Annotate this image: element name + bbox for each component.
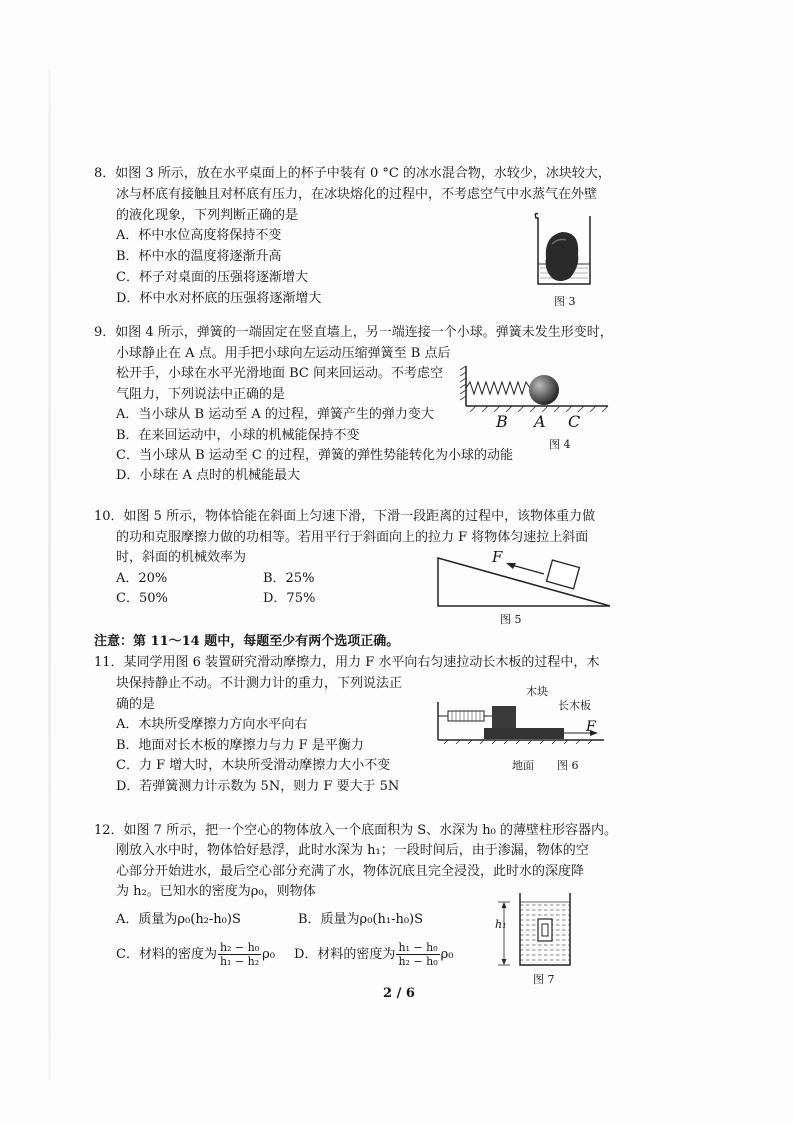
figure-4-caption: 图 4 (549, 438, 571, 451)
q8-line1: 8．如图 3 所示，放在水平桌面上的杯子中装有 0 °C 的冰水混合物，水较少，冰块较大， (94, 166, 611, 181)
figure-5-force-label: F (492, 548, 503, 566)
q12-option-d-denominator: h₂ − h₀ (398, 955, 438, 968)
scan-shadow (48, 70, 51, 1080)
figure-6-caption: 图 6 (557, 759, 579, 772)
q9-line4: 气阻力，下列说法中正确的是 (116, 387, 286, 402)
q9-line3: 松开手，小球在水平光滑地面 BC 间来回运动。不考虑空 (116, 366, 444, 381)
q12-option-d (294, 940, 454, 970)
q11-line1: 11．某同学用图 6 装置研究滑动摩擦力，用力 F 水平向右匀速拉动长木板的过程中，木 (94, 655, 600, 670)
notice-text: 注意：第 11～14 题中，每题至少有两个选项正确。 (94, 634, 400, 649)
figure-6-force-label: F (586, 719, 596, 735)
point-b-label: B (496, 412, 508, 431)
q11-option-d: D．若弹簧测力计示数为 5N，则力 F 要大于 5N (116, 779, 400, 794)
q12-option-c-prefix: C．材料的密度为 (116, 947, 217, 962)
q12-line1: 12．如图 7 所示，把一个空心的物体放入一个底面积为 S、水深为 h₀ 的薄壁柱形容器内。 (94, 823, 617, 838)
label-ground: 地面 (512, 759, 534, 772)
q9-line1: 9．如图 4 所示，弹簧的一端固定在竖直墙上，另一端连接一个小球。弹簧未发生形变时， (94, 325, 613, 340)
q10-line1: 10．如图 5 所示，物体恰能在斜面上匀速下滑，下滑一段距离的过程中，该物体重力做 (94, 509, 596, 524)
page-number: 2 / 6 (383, 986, 415, 1001)
q12-option-c-fraction (218, 941, 261, 968)
q8-line2: 冰与杯底有接触且对杯底有压力，在冰块熔化的过程中，不考虑空气中水蒸气在外壁 (116, 187, 598, 202)
q9-option-b: B．在来回运动中，小球的机械能保持不变 (116, 428, 360, 443)
q12-option-a: A．质量为ρ₀(h₂-h₀)S (116, 912, 241, 927)
q10-option-b: B．25% (263, 571, 315, 586)
q10-option-d: D．75% (263, 591, 316, 606)
q12-option-c-numerator: h₂ − h₀ (219, 941, 260, 954)
q12-option-d-fraction (396, 941, 439, 968)
q9-option-d: D．小球在 A 点时的机械能最大 (116, 468, 301, 483)
figure-7-caption: 图 7 (533, 973, 555, 986)
point-c-label: C (568, 412, 581, 431)
q12-option-d-prefix: D．材料的密度为 (294, 947, 396, 962)
q10-line2: 的功和克服摩擦力做的功相等。若用平行于斜面向上的拉力 F 将物体匀速拉上斜面 (116, 530, 589, 545)
point-a-label: A (534, 412, 546, 431)
q12-option-c-suffix: ρ₀ (262, 947, 276, 962)
q11-line3: 确的是 (116, 697, 156, 712)
figure-5-incline (436, 552, 612, 608)
q12-option-c (116, 940, 275, 970)
q8-option-c: C．杯子对桌面的压强将逐渐增大 (116, 270, 308, 285)
q11-option-a: A．木块所受摩擦力方向水平向右 (116, 717, 308, 732)
q9-option-a: A．当小球从 B 运动至 A 的过程，弹簧产生的弹力变大 (116, 407, 434, 422)
q12-line3: 心部分开始进水，最后空心部分充满了水，物体沉底且完全浸没，此时水的深度降 (116, 864, 585, 879)
q12-option-d-suffix: ρ₀ (440, 947, 454, 962)
figure-7-height-label: h₁ (495, 918, 507, 931)
q8-option-b: B．杯中水的温度将逐渐升高 (116, 249, 282, 264)
figure-3-caption: 图 3 (554, 295, 576, 308)
label-block: 木块 (526, 685, 548, 698)
q12-option-d-numerator: h₁ − h₀ (398, 941, 438, 954)
q11-option-c: C．力 F 增大时，木块所受滑动摩擦力大小不变 (116, 758, 391, 773)
figure-5-caption: 图 5 (500, 613, 522, 626)
q8-line3: 的液化现象，下列判断正确的是 (116, 208, 299, 223)
q11-line2: 块保持静止不动。不计测力计的重力，下列说法正 (116, 676, 403, 691)
q11-option-b: B．地面对长木板的摩擦力与力 F 是平衡力 (116, 738, 364, 753)
q12-option-b: B．质量为ρ₀(h₁-h₀)S (298, 912, 424, 927)
figure-3-beaker (530, 210, 600, 292)
q10-option-c: C．50% (116, 591, 168, 606)
q12-line4: 为 h₂。已知水的密度为ρ₀，则物体 (116, 884, 316, 899)
label-long-board: 长木板 (558, 699, 591, 712)
q10-line3: 时，斜面的机械效率为 (116, 550, 247, 565)
q9-line2: 小球静止在 A 点。用手把小球向左运动压缩弹簧至 B 点后 (116, 346, 451, 361)
q8-option-a: A．杯中水位高度将保持不变 (116, 228, 282, 243)
q12-line2: 刚放入水中时，物体恰好悬浮，此时水深为 h₁；一段时间后，由于渗漏，物体的空 (116, 843, 589, 858)
q8-option-d: D．杯中水对杯底的压强将逐渐增大 (116, 291, 322, 306)
q12-option-c-denominator: h₁ − h₂ (219, 955, 260, 968)
figure-4-spring (460, 362, 610, 412)
q9-option-c: C．当小球从 B 运动至 C 的过程，弹簧的弹性势能转化为小球的动能 (116, 448, 513, 463)
q10-option-a: A．20% (116, 571, 168, 586)
